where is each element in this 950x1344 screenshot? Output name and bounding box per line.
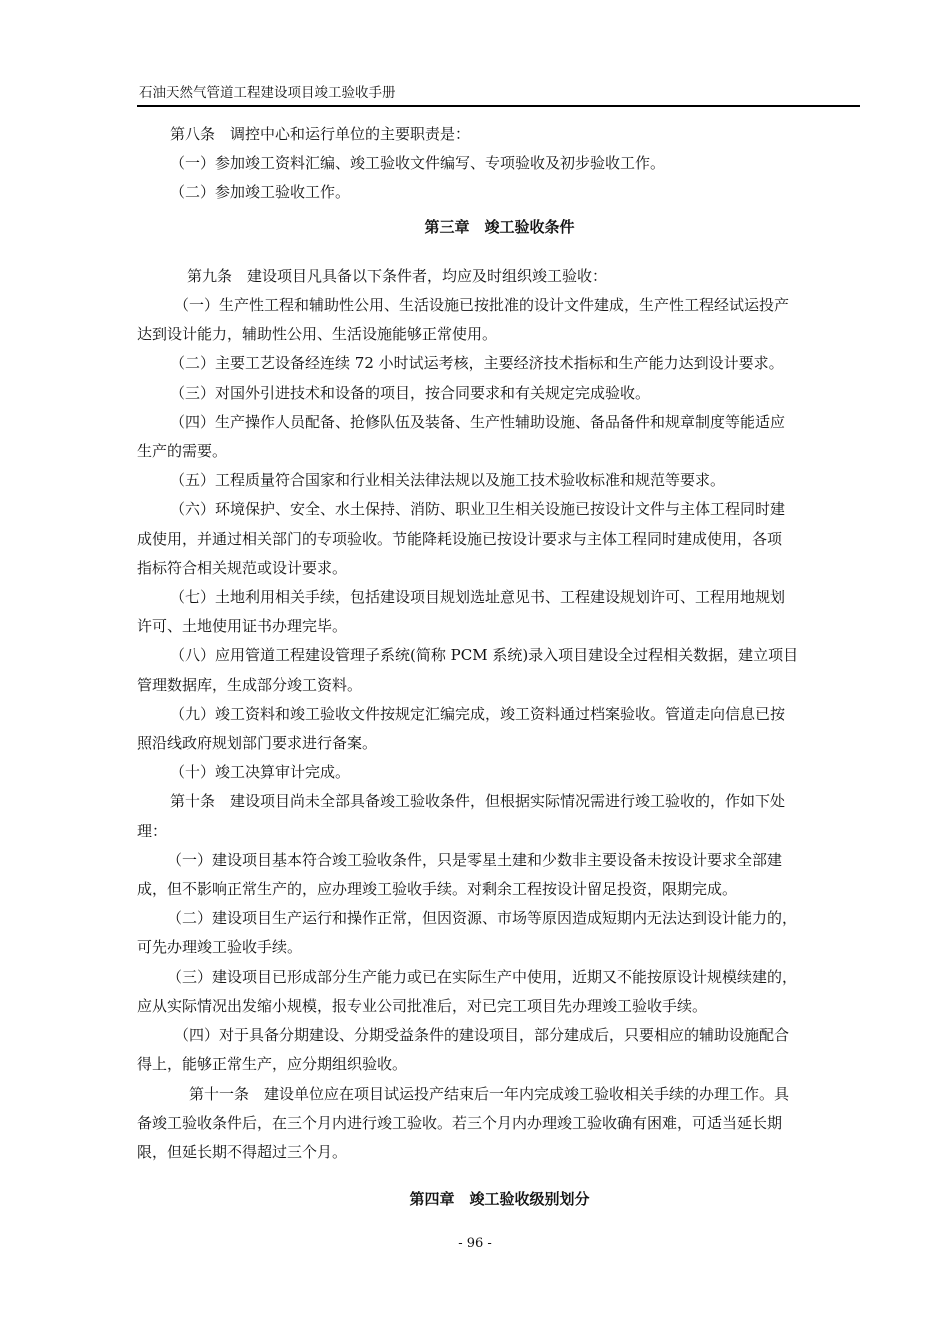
header-title: 石油天然气管道工程建设项目竣工验收手册 xyxy=(139,85,396,101)
article-10-title-line-2: 理： xyxy=(137,821,168,840)
article-9-item-9-line-1: （九）竣工资料和竣工验收文件按规定汇编完成，竣工资料通过档案验收。管道走向信息已按 xyxy=(170,704,786,723)
article-10-item-4-line-2: 得上，能够正常生产，应分期组织验收。 xyxy=(137,1055,408,1074)
article-9-item-2: （二）主要工艺设备经连续 72 小时试运考核，主要经济技术指标和生产能力达到设计要求。 xyxy=(170,354,784,373)
article-9-item-8-line-1: （八）应用管道工程建设管理子系统(简称 PCM 系统)录入项目建设全过程相关数据，建立项目 xyxy=(170,646,799,665)
article-10-item-2-line-2: 可先办理竣工验收手续。 xyxy=(137,938,303,957)
article-9-item-7-line-1: （七）土地利用相关手续，包括建设项目规划选址意见书、工程建设规划许可、工程用地规划 xyxy=(170,588,786,607)
article-9-item-6-line-1: （六）环境保护、安全、水土保持、消防、职业卫生相关设施已按设计文件与主体工程同时建 xyxy=(170,500,786,519)
article-10-item-2-line-1: （二）建设项目生产运行和操作正常，但因资源、市场等原因造成短期内无法达到设计能力的， xyxy=(167,909,798,928)
article-10-item-1-line-1: （一）建设项目基本符合竣工验收条件，只是零星土建和少数非主要设备未按设计要求全部建 xyxy=(167,850,783,869)
article-9-item-9-line-2: 照沿线政府规划部门要求进行备案。 xyxy=(137,734,378,753)
article-9-item-5: （五）工程质量符合国家和行业相关法律法规以及施工技术验收标准和规范等要求。 xyxy=(170,471,726,490)
article-9-item-1-line-2: 达到设计能力，辅助性公用、生活设施能够正常使用。 xyxy=(137,325,498,344)
article-10-item-3-line-1: （三）建设项目已形成部分生产能力或已在实际生产中使用，近期又不能按原设计规模续建的， xyxy=(167,967,798,986)
article-9-item-3: （三）对国外引进技术和设备的项目，按合同要求和有关规定完成验收。 xyxy=(170,383,651,402)
article-9-item-7-line-2: 许可、土地使用证书办理完毕。 xyxy=(137,617,348,636)
article-9-item-6-line-2: 成使用，并通过相关部门的专项验收。节能降耗设施已按设计要求与主体工程同时建成使用，各项 xyxy=(137,529,783,548)
page-number: - 96 - xyxy=(458,1236,492,1251)
article-8-title: 第八条 调控中心和运行单位的主要职责是： xyxy=(170,125,471,143)
article-10-item-1-line-2: 成，但不影响正常生产的，应办理竣工验收手续。对剩余工程按设计留足投资，限期完成。 xyxy=(137,880,738,899)
chapter-4-heading: 第四章 竣工验收级别划分 xyxy=(409,1190,590,1209)
article-9-item-10: （十）竣工决算审计完成。 xyxy=(170,763,351,782)
article-10-item-3-line-2: 应从实际情况出发缩小规模，报专业公司批准后，对已完工项目先办理竣工验收手续。 xyxy=(137,996,708,1015)
article-11-line-2: 备竣工验收条件后，在三个月内进行竣工验收。若三个月内办理竣工验收确有困难，可适当延长期 xyxy=(137,1113,783,1132)
article-9-item-4-line-2: 生产的需要。 xyxy=(137,442,228,461)
article-11-line-1: 第十一条 建设单位应在项目试运投产结束后一年内完成竣工验收相关手续的办理工作。具 xyxy=(189,1084,790,1103)
article-9-item-4-line-1: （四）生产操作人员配备、抢修队伍及装备、生产性辅助设施、备品备件和规章制度等能适应 xyxy=(170,412,786,431)
article-10-item-4-line-1: （四）对于具备分期建设、分期受益条件的建设项目，部分建成后，只要相应的辅助设施配合 xyxy=(174,1026,790,1045)
article-9-item-6-line-3: 指标符合相关规范或设计要求。 xyxy=(137,558,348,577)
page-body xyxy=(137,120,862,1214)
article-8-item-1: （一）参加竣工资料汇编、竣工验收文件编写、专项验收及初步验收工作。 xyxy=(170,154,666,173)
article-10-title-line-1: 第十条 建设项目尚未全部具备竣工验收条件，但根据实际情况需进行竣工验收的，作如下处 xyxy=(170,792,786,811)
article-11-line-3: 限，但延长期不得超过三个月。 xyxy=(137,1142,348,1161)
chapter-3-heading: 第三章 竣工验收条件 xyxy=(424,217,575,236)
article-8-item-2: （二）参加竣工验收工作。 xyxy=(170,183,351,202)
article-9-title: 第九条 建设项目凡具备以下条件者，均应及时组织竣工验收： xyxy=(187,266,608,285)
article-9-item-1-line-1: （一）生产性工程和辅助性公用、生活设施已按批准的设计文件建成，生产性工程经试运投产 xyxy=(174,296,790,315)
running-header xyxy=(137,84,860,107)
article-9-item-8-line-2: 管理数据库，生成部分竣工资料。 xyxy=(137,675,363,694)
